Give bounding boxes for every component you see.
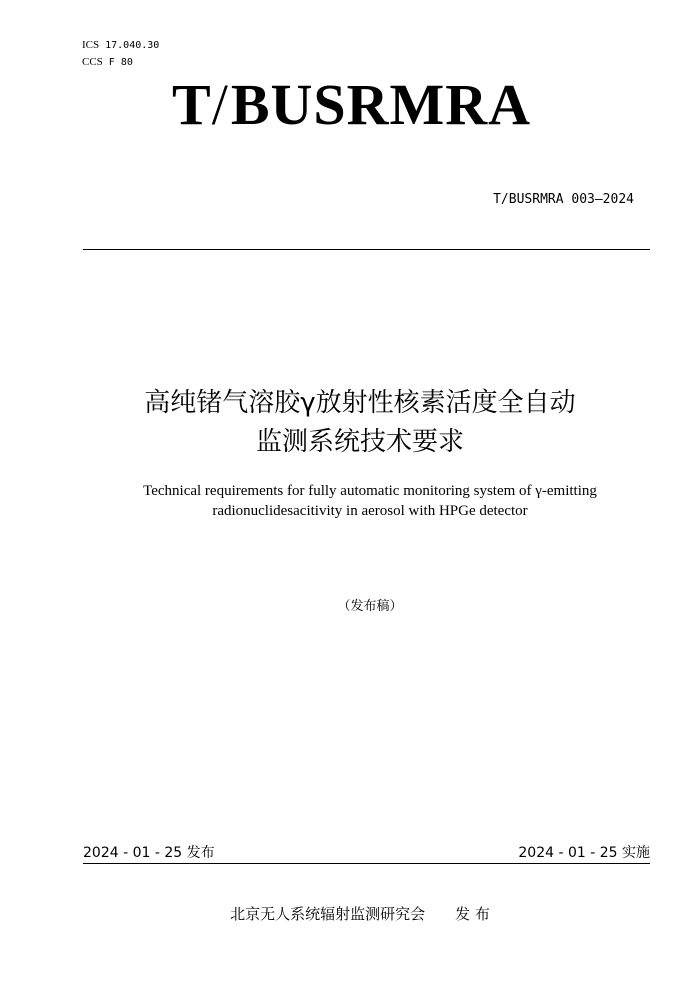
logo-slash: / xyxy=(211,72,229,137)
publisher xyxy=(150,904,570,924)
title-english-line-2: radionuclidesacitivity in aerosol with HPGe detector xyxy=(212,503,528,519)
implement-date: 2024 - 01 - 25 实施 xyxy=(518,845,650,861)
standard-number: T/BUSRMRA 003—2024 xyxy=(493,192,634,207)
ccs-code: F 80 xyxy=(108,57,133,68)
publisher-name: 北京无人系统辐射监测研究会 xyxy=(230,905,426,923)
draft-status: （发布稿） xyxy=(337,599,403,614)
title-chinese-line-1: 高纯锗气溶胶γ放射性核素活度全自动 xyxy=(144,388,576,418)
top-divider xyxy=(83,249,650,250)
organization-logo xyxy=(172,70,612,140)
title-chinese xyxy=(60,384,660,462)
ics-code: 17.040.30 xyxy=(105,40,160,51)
logo-prefix: T xyxy=(172,72,212,137)
title-chinese-line-2: 监测系统技术要求 xyxy=(255,427,464,457)
publisher-action: 发 布 xyxy=(455,905,490,923)
ccs-classification xyxy=(82,55,133,70)
title-english-line-1: Technical requirements for fully automatic monitoring system of γ-emitting xyxy=(143,483,597,499)
ics-label: ICS xyxy=(82,39,100,51)
ics-classification xyxy=(82,38,159,53)
logo-org: BUSRMRA xyxy=(230,72,532,137)
title-english xyxy=(80,481,660,521)
bottom-divider xyxy=(83,863,650,864)
ccs-label: CCS xyxy=(82,56,103,68)
publish-date: 2024 - 01 - 25 发布 xyxy=(83,845,215,861)
